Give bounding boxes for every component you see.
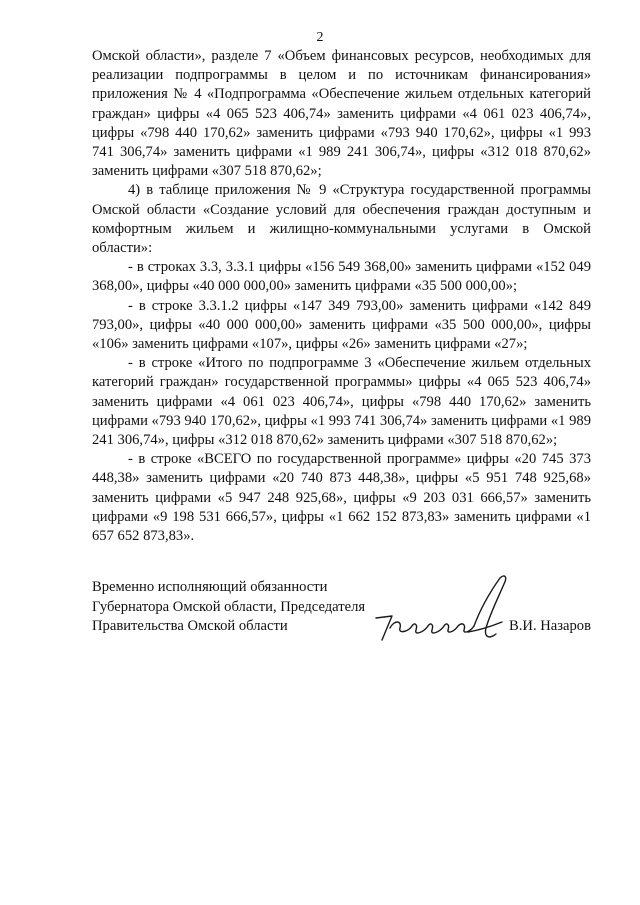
signer-title-line-2: Губернатора Омской области, Председателя	[92, 598, 366, 615]
paragraph-rows-3-3: - в строках 3.3, 3.3.1 цифры «156 549 368,00» заменить цифрами «152 049 368,00», цифры «40 000 000,00» заменить цифрами «35 500 000,00»;	[92, 259, 591, 295]
handwritten-signature	[368, 570, 528, 650]
paragraph-continuation: Омской области», разделе 7 «Объем финансовых ресурсов, необходимых для реализации подпрограммы в целом и по источникам финансирования» приложения № 4 «Подпрограмма «Обеспечение жильем отдельных категорий граждан» цифры «4 065 523 406,74» заменить цифрами «4 061 023 406,74», цифры «798 440 170,62» заменить цифрами «793 940 170,62», цифры «1 993 741 306,74» заменить цифрами «1 989 241 306,74», цифры «312 018 870,62» заменить цифрами «307 518 870,62»;	[92, 48, 591, 180]
signer-name: В.И. Назаров	[509, 618, 591, 634]
paragraph-item-4: 4) в таблице приложения № 9 «Структура государственной программы Омской области «Создание условий для обеспечения граждан доступным и комфортным жильем и жилищно-коммунальными услугами в Омской области»:	[92, 182, 591, 257]
signer-title-line-3: Правительства Омской области	[92, 618, 288, 634]
signer-title-line-1: Временно исполняющий обязанности	[92, 579, 328, 595]
paragraph-row-3-3-1-2: - в строке 3.3.1.2 цифры «147 349 793,00» заменить цифрами «142 849 793,00», цифры «40 000 000,00» заменить цифрами «35 500 000,00», цифры «106» заменить цифрами «107», цифры «26» заменить цифрами «27»;	[92, 297, 591, 353]
paragraph-row-vsego: - в строке «ВСЕГО по государственной программе» цифры «20 745 373 448,38» заменить цифрами «20 740 873 448,38», цифры «5 951 748 925,68» заменить цифрами «5 947 248 925,68», цифры «9 203 031 666,57» заменить цифрами «9 198 531 666,57», цифры «1 662 152 873,83» заменить цифрами «1 657 652 873,83».	[92, 451, 591, 545]
page-number: 2	[316, 30, 324, 45]
paragraph-row-itogo: - в строке «Итого по подпрограмме 3 «Обеспечение жильем отдельных категорий граждан» государственной программы» цифры «4 065 523 406,74» заменить цифрами «4 061 023 406,74», цифры «798 440 170,62» заменить цифрами «793 940 170,62», цифры «1 993 741 306,74» заменить цифрами «1 989 241 306,74», цифры «312 018 870,62» заменить цифрами «307 518 870,62»;	[92, 355, 591, 449]
document-body	[92, 47, 591, 546]
